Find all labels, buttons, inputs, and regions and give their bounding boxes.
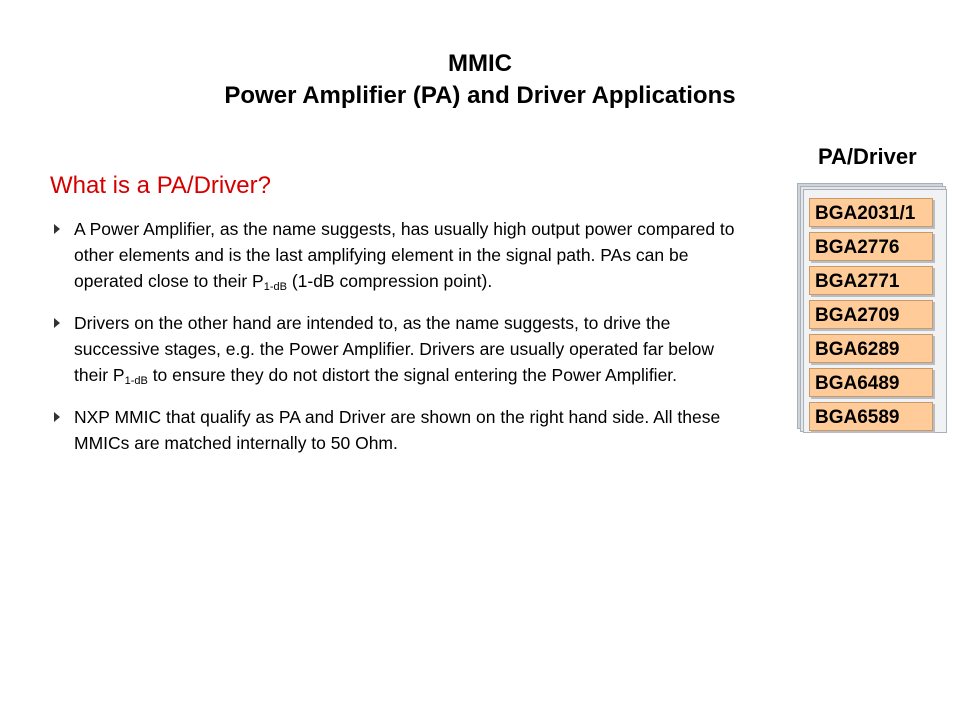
subscript: 1-dB: [263, 281, 287, 293]
bullet-arrow-icon: [54, 224, 60, 234]
title-line-2: Power Amplifier (PA) and Driver Applications: [224, 82, 736, 109]
section-heading: What is a PA/Driver?: [50, 172, 271, 199]
product-chip: BGA6289: [809, 334, 933, 363]
bullet-text: Drivers on the other hand are intended to, as the name suggests, to drive the successive stages, e.g. the Power Amplifier. Drivers are usually operated far below their P: [74, 313, 715, 385]
bullet-text: to ensure they do not distort the signal entering the Power Amplifier.: [147, 365, 678, 385]
title-line-1: MMIC: [448, 50, 512, 77]
bullet-item: [52, 216, 752, 294]
bullet-arrow-icon: [54, 318, 60, 328]
product-chip: BGA6489: [809, 368, 933, 397]
bullet-item: [52, 404, 752, 456]
panel-title: PA/Driver: [818, 144, 917, 169]
product-chip: BGA2776: [809, 232, 933, 261]
product-chip: BGA2771: [809, 266, 933, 295]
slide-title: [0, 48, 960, 112]
subscript: 1-dB: [124, 375, 148, 387]
product-chip: BGA2031/1: [809, 198, 933, 227]
bullet-text: A Power Amplifier, as the name suggests, has usually high output power compared to other elements and is the last amplifying element in the signal path. PAs can be operated close to their P: [74, 219, 735, 291]
product-chip: BGA6589: [809, 402, 933, 431]
bullet-text: NXP MMIC that qualify as PA and Driver are shown on the right hand side. All these MMICs are matched internally to 50 Ohm.: [74, 407, 721, 453]
bullet-item: [52, 310, 752, 388]
bullet-arrow-icon: [54, 412, 60, 422]
bullet-text: (1-dB compression point).: [286, 271, 493, 291]
product-chip: BGA2709: [809, 300, 933, 329]
product-list: [809, 198, 933, 436]
bullet-list: [52, 216, 752, 472]
